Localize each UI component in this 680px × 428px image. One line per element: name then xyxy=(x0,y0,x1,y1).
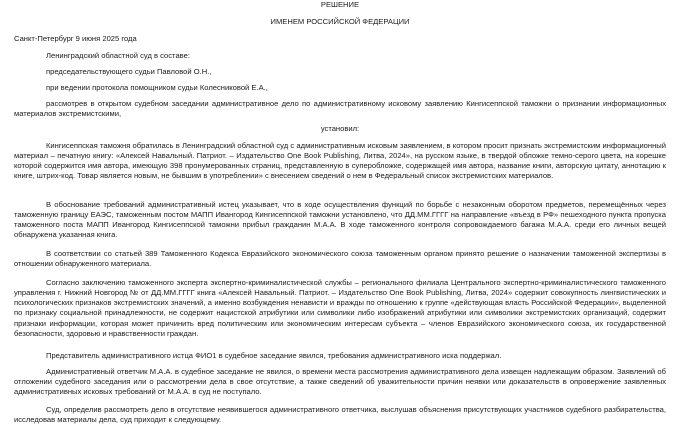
place-date: Санкт-Петербург 9 июня 2025 года xyxy=(14,34,137,43)
body-paragraph: Кингисеппская таможня обратилась в Ленинградский областной суд с административным исковым заявлением, в котором просит признать экстремистским информационный материал – печатную книгу: «Алексей Навальный. Патриот. – Издательство One Book Publishing, Литва, 2024», на русском языке, в твердой обложке темно-серого цвета, на корешке которой содержится имя автора, имеющую 398 пронумерованных страниц, представленную в суперобложке, содержащей имя автора, название книги, авторскую цитату, аннотацию к книге, штрих-код. Товар является новым, не бывшим в употреблении» с внесением сведений о нем в Федеральный список экстремистских материалов. xyxy=(14,141,666,181)
body-paragraph: Представитель административного истца ФИО1 в судебное заседание явился, требования административного иска поддержал. xyxy=(46,351,502,360)
intro-line: при ведении протокола помощником судьи Колесниковой Е.А., xyxy=(46,83,268,92)
document-subtitle: ИМЕНЕМ РОССИЙСКОЙ ФЕДЕРАЦИИ xyxy=(270,17,410,26)
intro-line: председательствующего судьи Павловой О.Н., xyxy=(46,67,212,76)
body-paragraph: Суд, определив рассмотреть дело в отсутствие неявившегося административного ответчика, выслушав объяснения присутствующих участников судебного разбирательства, исследовав материалы дела, суд приходит к следующему. xyxy=(14,405,666,425)
intro-line: Ленинградский областной суд в составе: xyxy=(46,51,190,60)
document-title: РЕШЕНИЕ xyxy=(320,0,360,9)
body-paragraph: В соответствии со статьей 389 Таможенного Кодекса Евразийского экономического союза таможенным органом принято решение о назначении таможенной экспертизы в отношении обнаруженного материала. xyxy=(14,249,666,269)
established-heading: установил: xyxy=(320,124,360,133)
body-paragraph: В обоснование требований административный истец указывает, что в ходе осуществления функций по борьбе с незаконным оборотом предметов, перемещённых через таможенную границу ЕАЭС, таможенным постом МАПП Ивангород Кингисеппской таможни установлено, что ДД.ММ.ГГГГ на направление «въезд в РФ» пешеходного пункта пропуска таможенного поста МАПП Ивангород Кингисеппской таможни прибыл гражданин М.А.А. В ходе таможенного контроля сопровождаемого багажа М.А.А. среди его личных вещей обнаружена указанная книга. xyxy=(14,200,666,240)
consideration-paragraph: рассмотрев в открытом судебном заседании административное дело по административному исковому заявлению Кингисеппской таможни о признании информационных материалов экстремистскими, xyxy=(14,99,666,119)
body-paragraph: Согласно заключению таможенного эксперта экспертно-криминалистической службы – регионального филиала Центрального экспертно-криминалистического таможенного управления г. Нижний Новгород № от ДД.ММ.ГГГГ книга «Алексей Навальный. Патриот. – Издательство One Book Publishing, Литва, 2024» содержит совокупность лингвистических и психологических признаков экстремистских значений, а именно возбуждения ненависти и вражды по отношению к группе «действующая власть Российской Федерации», выделенной по признаку социальной принадлежности, не содержит нацистской атрибутики или символики либо изображений атрибутики или символики экстремистских организаций, содержит признаки информации, которая может причинить вред политическим или экономическим интересам субъекта – членов Евразийского экономического союза, их государственной безопасности, здоровью и нравственности граждан. xyxy=(14,278,666,338)
body-paragraph: Административный ответчик М.А.А. в судебное заседание не явился, о времени места рассмотрения административного дела извещен надлежащим образом. Заявлений об отложении судебного заседания или о рассмотрении дела в свое отсутствие, а также сведений об уважительности причин неявки или доказательств в опровержение заявленных административных исковых требований от М.А.А. в суд не поступало. xyxy=(14,367,666,397)
